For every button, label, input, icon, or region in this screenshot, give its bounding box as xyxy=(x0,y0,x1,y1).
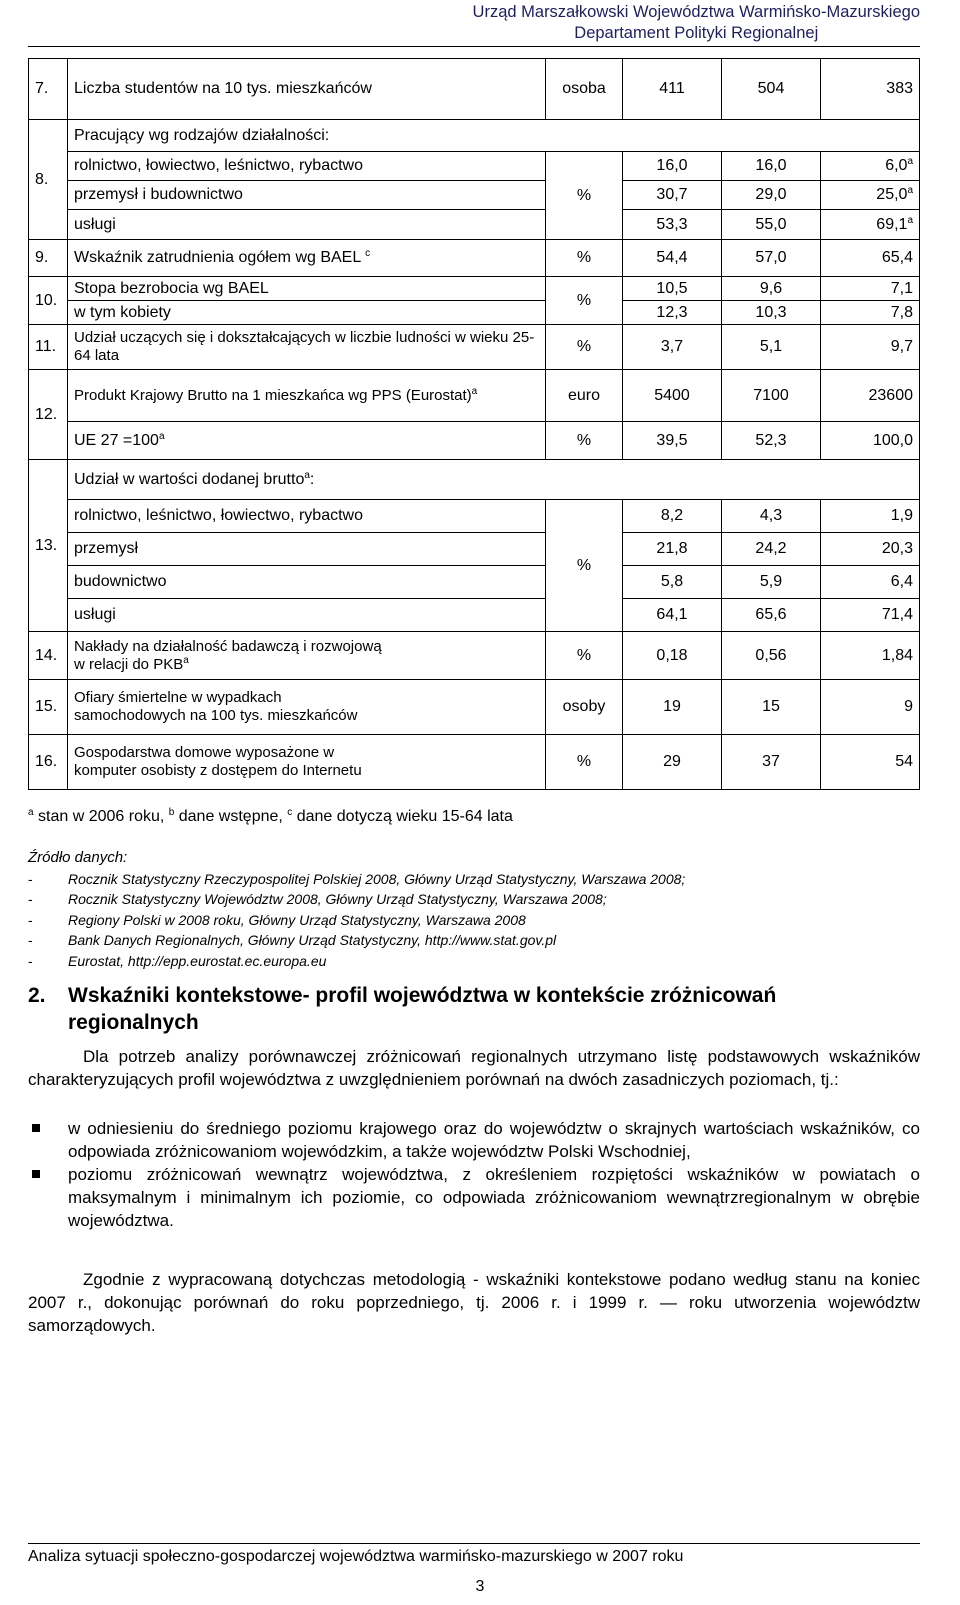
row-description: Wskaźnik zatrudnienia ogółem wg BAEL $^c$ xyxy=(68,240,546,277)
row-description: Ofiary śmiertelne w wypadkach samochodowych na 100 tys. mieszkańców xyxy=(68,680,546,735)
value-cell: 9,6 xyxy=(722,277,821,301)
table-row xyxy=(29,566,920,599)
value-cell: 6,4 xyxy=(821,566,920,599)
row-description: Udział w wartości dodanej brutto$^a$: xyxy=(68,460,920,500)
value-cell: 25,0$^a$ xyxy=(821,181,920,210)
table-row xyxy=(29,460,920,500)
value-cell: 52,3 xyxy=(722,422,821,460)
list-item: poziomu zróżnicowań wewnątrz województwa, z określeniem rozpiętości wskaźników w powiatach o maksymalnym i minimalnym ich poziomie, co odpowiada zróżnicowaniom wewnątrzregionalnym w obrębie województwa. xyxy=(28,1163,920,1232)
row-unit: euro xyxy=(546,370,623,422)
table-row xyxy=(29,500,920,533)
value-cell: 54,4 xyxy=(623,240,722,277)
document-footer: Analiza sytuacji społeczno-gospodarczej województwa warmińsko-mazurskiego w 2007 roku xyxy=(28,1548,684,1565)
row-description: Stopa bezrobocia wg BAEL xyxy=(68,277,546,301)
value-cell: 21,8 xyxy=(623,533,722,566)
row-unit: % xyxy=(546,152,623,240)
row-description: Udział uczących się i dokształcających w liczbie ludności w wieku 25-64 lata xyxy=(68,325,546,370)
row-description: Liczba studentów na 10 tys. mieszkańców xyxy=(68,59,546,120)
value-cell: 5400 xyxy=(623,370,722,422)
value-cell: 24,2 xyxy=(722,533,821,566)
document-header xyxy=(473,2,920,44)
table-row xyxy=(29,422,920,460)
value-cell: 54 xyxy=(821,735,920,790)
footer-rule xyxy=(28,1543,920,1544)
table-row xyxy=(29,240,920,277)
row-description: Nakłady na działalność badawczą i rozwojową w relacji do PKB$^a$ xyxy=(68,632,546,680)
row-unit: % xyxy=(546,735,623,790)
paragraph: Dla potrzeb analizy porównawczej zróżnicowań regionalnych utrzymano listę podstawowych wskaźników charakteryzujących profil województwa z uwzględnieniem porównań na dwóch zasadniczych poziomach, tj.: xyxy=(28,1047,920,1089)
value-cell: 19 xyxy=(623,680,722,735)
list-item: - Regiony Polski w 2008 roku, Główny Urząd Statystyczny, Warszawa 2008 xyxy=(28,911,526,928)
header-rule xyxy=(28,46,920,47)
value-cell: 383 xyxy=(821,59,920,120)
table-row xyxy=(29,325,920,370)
value-cell: 1,84 xyxy=(821,632,920,680)
value-cell: 57,0 xyxy=(722,240,821,277)
table-row xyxy=(29,533,920,566)
table-row xyxy=(29,680,920,735)
table-row xyxy=(29,277,920,301)
section-heading: 2. Wskaźniki kontekstowe- profil województwa w kontekście zróżnicowań regionalnych xyxy=(28,984,777,1034)
row-number: 12. xyxy=(29,370,68,460)
square-bullet-icon xyxy=(28,1163,68,1232)
value-cell: 64,1 xyxy=(623,599,722,632)
row-number: 13. xyxy=(29,460,68,632)
row-description: Pracujący wg rodzajów działalności: xyxy=(68,120,920,152)
table-row xyxy=(29,735,920,790)
value-cell: 69,1$^a$ xyxy=(821,210,920,240)
value-cell: 100,0 xyxy=(821,422,920,460)
value-cell: 10,5 xyxy=(623,277,722,301)
table-row xyxy=(29,152,920,181)
list-item: - Eurostat, http://epp.eurostat.ec.europa.eu xyxy=(28,952,327,969)
value-cell: 71,4 xyxy=(821,599,920,632)
row-number: 10. xyxy=(29,277,68,325)
value-cell: 4,3 xyxy=(722,500,821,533)
bullet-list xyxy=(28,1117,920,1232)
row-description: przemysł xyxy=(68,533,546,566)
row-unit: osoba xyxy=(546,59,623,120)
value-cell: 3,7 xyxy=(623,325,722,370)
row-description: usługi xyxy=(68,210,546,240)
table-row xyxy=(29,370,920,422)
value-cell: 16,0 xyxy=(623,152,722,181)
list-item: - Rocznik Statystyczny Województw 2008, Główny Urząd Statystyczny, Warszawa 2008; xyxy=(28,891,607,907)
row-description: Produkt Krajowy Brutto na 1 mieszkańca wg PPS (Eurostat)$^a$ xyxy=(68,370,546,422)
data-sources xyxy=(28,848,685,971)
value-cell: 12,3 xyxy=(623,301,722,325)
row-description: w tym kobiety xyxy=(68,301,546,325)
table-row xyxy=(29,59,920,120)
value-cell: 411 xyxy=(623,59,722,120)
page-number: 3 xyxy=(475,1578,485,1595)
value-cell: 20,3 xyxy=(821,533,920,566)
row-description: budownictwo xyxy=(68,566,546,599)
value-cell: 9,7 xyxy=(821,325,920,370)
value-cell: 39,5 xyxy=(623,422,722,460)
row-number: 8. xyxy=(29,120,68,240)
table-row xyxy=(29,599,920,632)
row-description: UE $27 =100^a$ xyxy=(68,422,546,460)
value-cell: 504 xyxy=(722,59,821,120)
sources-title: Źródło danych: xyxy=(28,849,128,866)
value-cell: 23600 xyxy=(821,370,920,422)
value-cell: 30,7 xyxy=(623,181,722,210)
value-cell: 16,0 xyxy=(722,152,821,181)
indicators-table xyxy=(28,58,920,790)
value-cell: 65,4 xyxy=(821,240,920,277)
row-description: usługi xyxy=(68,599,546,632)
value-cell: 29,0 xyxy=(722,181,821,210)
value-cell: 9 xyxy=(821,680,920,735)
header-office: Urząd Marszałkowski Województwa Warmińsko-Mazurskiego xyxy=(472,3,920,21)
table-row xyxy=(29,632,920,680)
value-cell: 29 xyxy=(623,735,722,790)
paragraph: Zgodnie z wypracowaną dotychczas metodologią - wskaźniki kontekstowe podano według stanu na koniec 2007 r., dokonując porównań do roku poprzedniego, tj. 2006 r. i 1999 r. — roku utworzenia województw samorządowych. xyxy=(28,1270,920,1335)
value-cell: 0,18 xyxy=(623,632,722,680)
value-cell: 53,3 xyxy=(623,210,722,240)
row-number: 7. xyxy=(29,59,68,120)
row-description: Gospodarstwa domowe wyposażone w komputer osobisty z dostępem do Internetu xyxy=(68,735,546,790)
row-description: przemysł i budownictwo xyxy=(68,181,546,210)
row-number: 11. xyxy=(29,325,68,370)
value-cell: 7,8 xyxy=(821,301,920,325)
row-unit: % xyxy=(546,422,623,460)
row-unit: % xyxy=(546,277,623,325)
list-item: - Bank Danych Regionalnych, Główny Urząd Statystyczny, http://www.stat.gov.pl xyxy=(28,932,557,948)
row-unit: % xyxy=(546,500,623,632)
value-cell: 6,0$^a$ xyxy=(821,152,920,181)
value-cell: 5,9 xyxy=(722,566,821,599)
row-unit: osoby xyxy=(546,680,623,735)
row-unit: % xyxy=(546,632,623,680)
table-row xyxy=(29,210,920,240)
row-description: rolnictwo, leśnictwo, łowiectwo, rybactwo xyxy=(68,500,546,533)
value-cell: 37 xyxy=(722,735,821,790)
row-number: 14. xyxy=(29,632,68,680)
list-item: - Rocznik Statystyczny Rzeczypospolitej Polskiej 2008, Główny Urząd Statystyczny, Warszawa 2008; xyxy=(28,870,686,887)
row-description: rolnictwo, łowiectwo, leśnictwo, rybactwo xyxy=(68,152,546,181)
value-cell: 1,9 xyxy=(821,500,920,533)
value-cell: 55,0 xyxy=(722,210,821,240)
square-bullet-icon xyxy=(28,1117,68,1163)
value-cell: 7,1 xyxy=(821,277,920,301)
value-cell: 15 xyxy=(722,680,821,735)
value-cell: 7100 xyxy=(722,370,821,422)
row-number: 16. xyxy=(29,735,68,790)
header-department: Departament Polityki Regionalnej xyxy=(574,24,819,42)
value-cell: 5,8 xyxy=(623,566,722,599)
row-number: 15. xyxy=(29,680,68,735)
value-cell: 10,3 xyxy=(722,301,821,325)
table-row xyxy=(29,181,920,210)
table-footnote: $^a$ stan w 2006 roku, $^b$ dane wstępne, $^c$ dane dotyczą wieku 15-64 lata xyxy=(28,807,513,825)
row-unit: % xyxy=(546,240,623,277)
value-cell: 65,6 xyxy=(722,599,821,632)
value-cell: 0,56 xyxy=(722,632,821,680)
list-item: w odniesieniu do średniego poziomu krajowego oraz do województw o skrajnych wartościach wskaźników, co odpowiada zróżnicowaniom wojewódzkim, a także województw Polski Wschodniej, xyxy=(28,1117,920,1163)
table-row xyxy=(29,120,920,152)
value-cell: 5,1 xyxy=(722,325,821,370)
table-row xyxy=(29,301,920,325)
row-unit: % xyxy=(546,325,623,370)
row-number: 9. xyxy=(29,240,68,277)
value-cell: 8,2 xyxy=(623,500,722,533)
